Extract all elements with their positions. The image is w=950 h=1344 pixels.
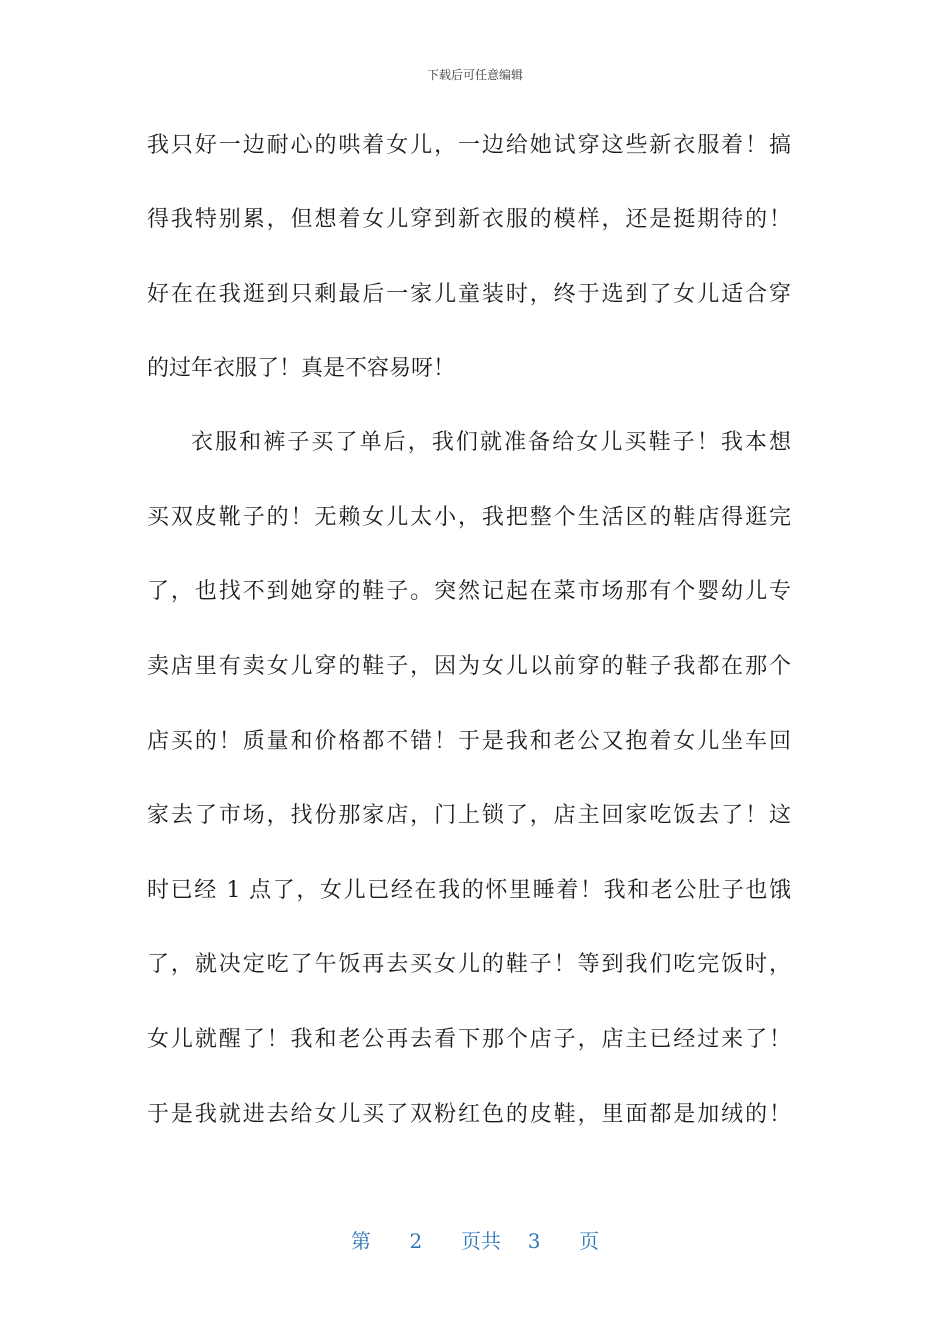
text-line: 于是我就进去给女儿买了双粉红色的皮鞋，里面都是加绒的！ — [147, 1102, 791, 1127]
page-footer — [0, 1225, 950, 1254]
text-line: 了，就决定吃了午饭再去买女儿的鞋子！等到我们吃完饭时， — [147, 952, 791, 977]
text-line: 了，也找不到她穿的鞋子。突然记起在菜市场那有个婴幼儿专 — [147, 579, 791, 604]
page-suffix: 页 — [579, 1229, 600, 1253]
text-line: 好在在我逛到只剩最后一家儿童装时，终于选到了女儿适合穿 — [147, 282, 791, 307]
text-line: 衣服和裤子买了单后，我们就准备给女儿买鞋子！我本想 — [191, 430, 791, 455]
page-label: 第 — [350, 1229, 371, 1253]
page-header: 下载后可任意编辑 — [426, 68, 523, 82]
text-line: 买双皮靴子的！无赖女儿太小，我把整个生活区的鞋店得逛完 — [147, 505, 791, 530]
text-line: 女儿就醒了！我和老公再去看下那个店子，店主已经过来了！ — [147, 1027, 791, 1052]
text-line: 店买的！质量和价格都不错！于是我和老公又抱着女儿坐车回 — [147, 729, 791, 754]
text-line: 的过年衣服了！真是不容易呀！ — [147, 356, 456, 381]
text-line: 卖店里有卖女儿穿的鞋子，因为女儿以前穿的鞋子我都在那个 — [147, 654, 791, 679]
page-number: 2 — [409, 1229, 423, 1253]
text-line: 得我特别累，但想着女儿穿到新衣服的模样，还是挺期待的！ — [147, 207, 791, 232]
text-line: 我只好一边耐心的哄着女儿，一边给她试穿这些新衣服着！搞 — [147, 133, 791, 158]
total-pages: 3 — [527, 1229, 541, 1253]
text-line: 家去了市场，找份那家店，门上锁了，店主回家吃饭去了！这 — [147, 803, 791, 828]
text-line: 时已经 1 点了，女儿已经在我的怀里睡着！我和老公肚子也饿 — [147, 878, 791, 903]
page-of-label: 页共 — [461, 1229, 501, 1253]
